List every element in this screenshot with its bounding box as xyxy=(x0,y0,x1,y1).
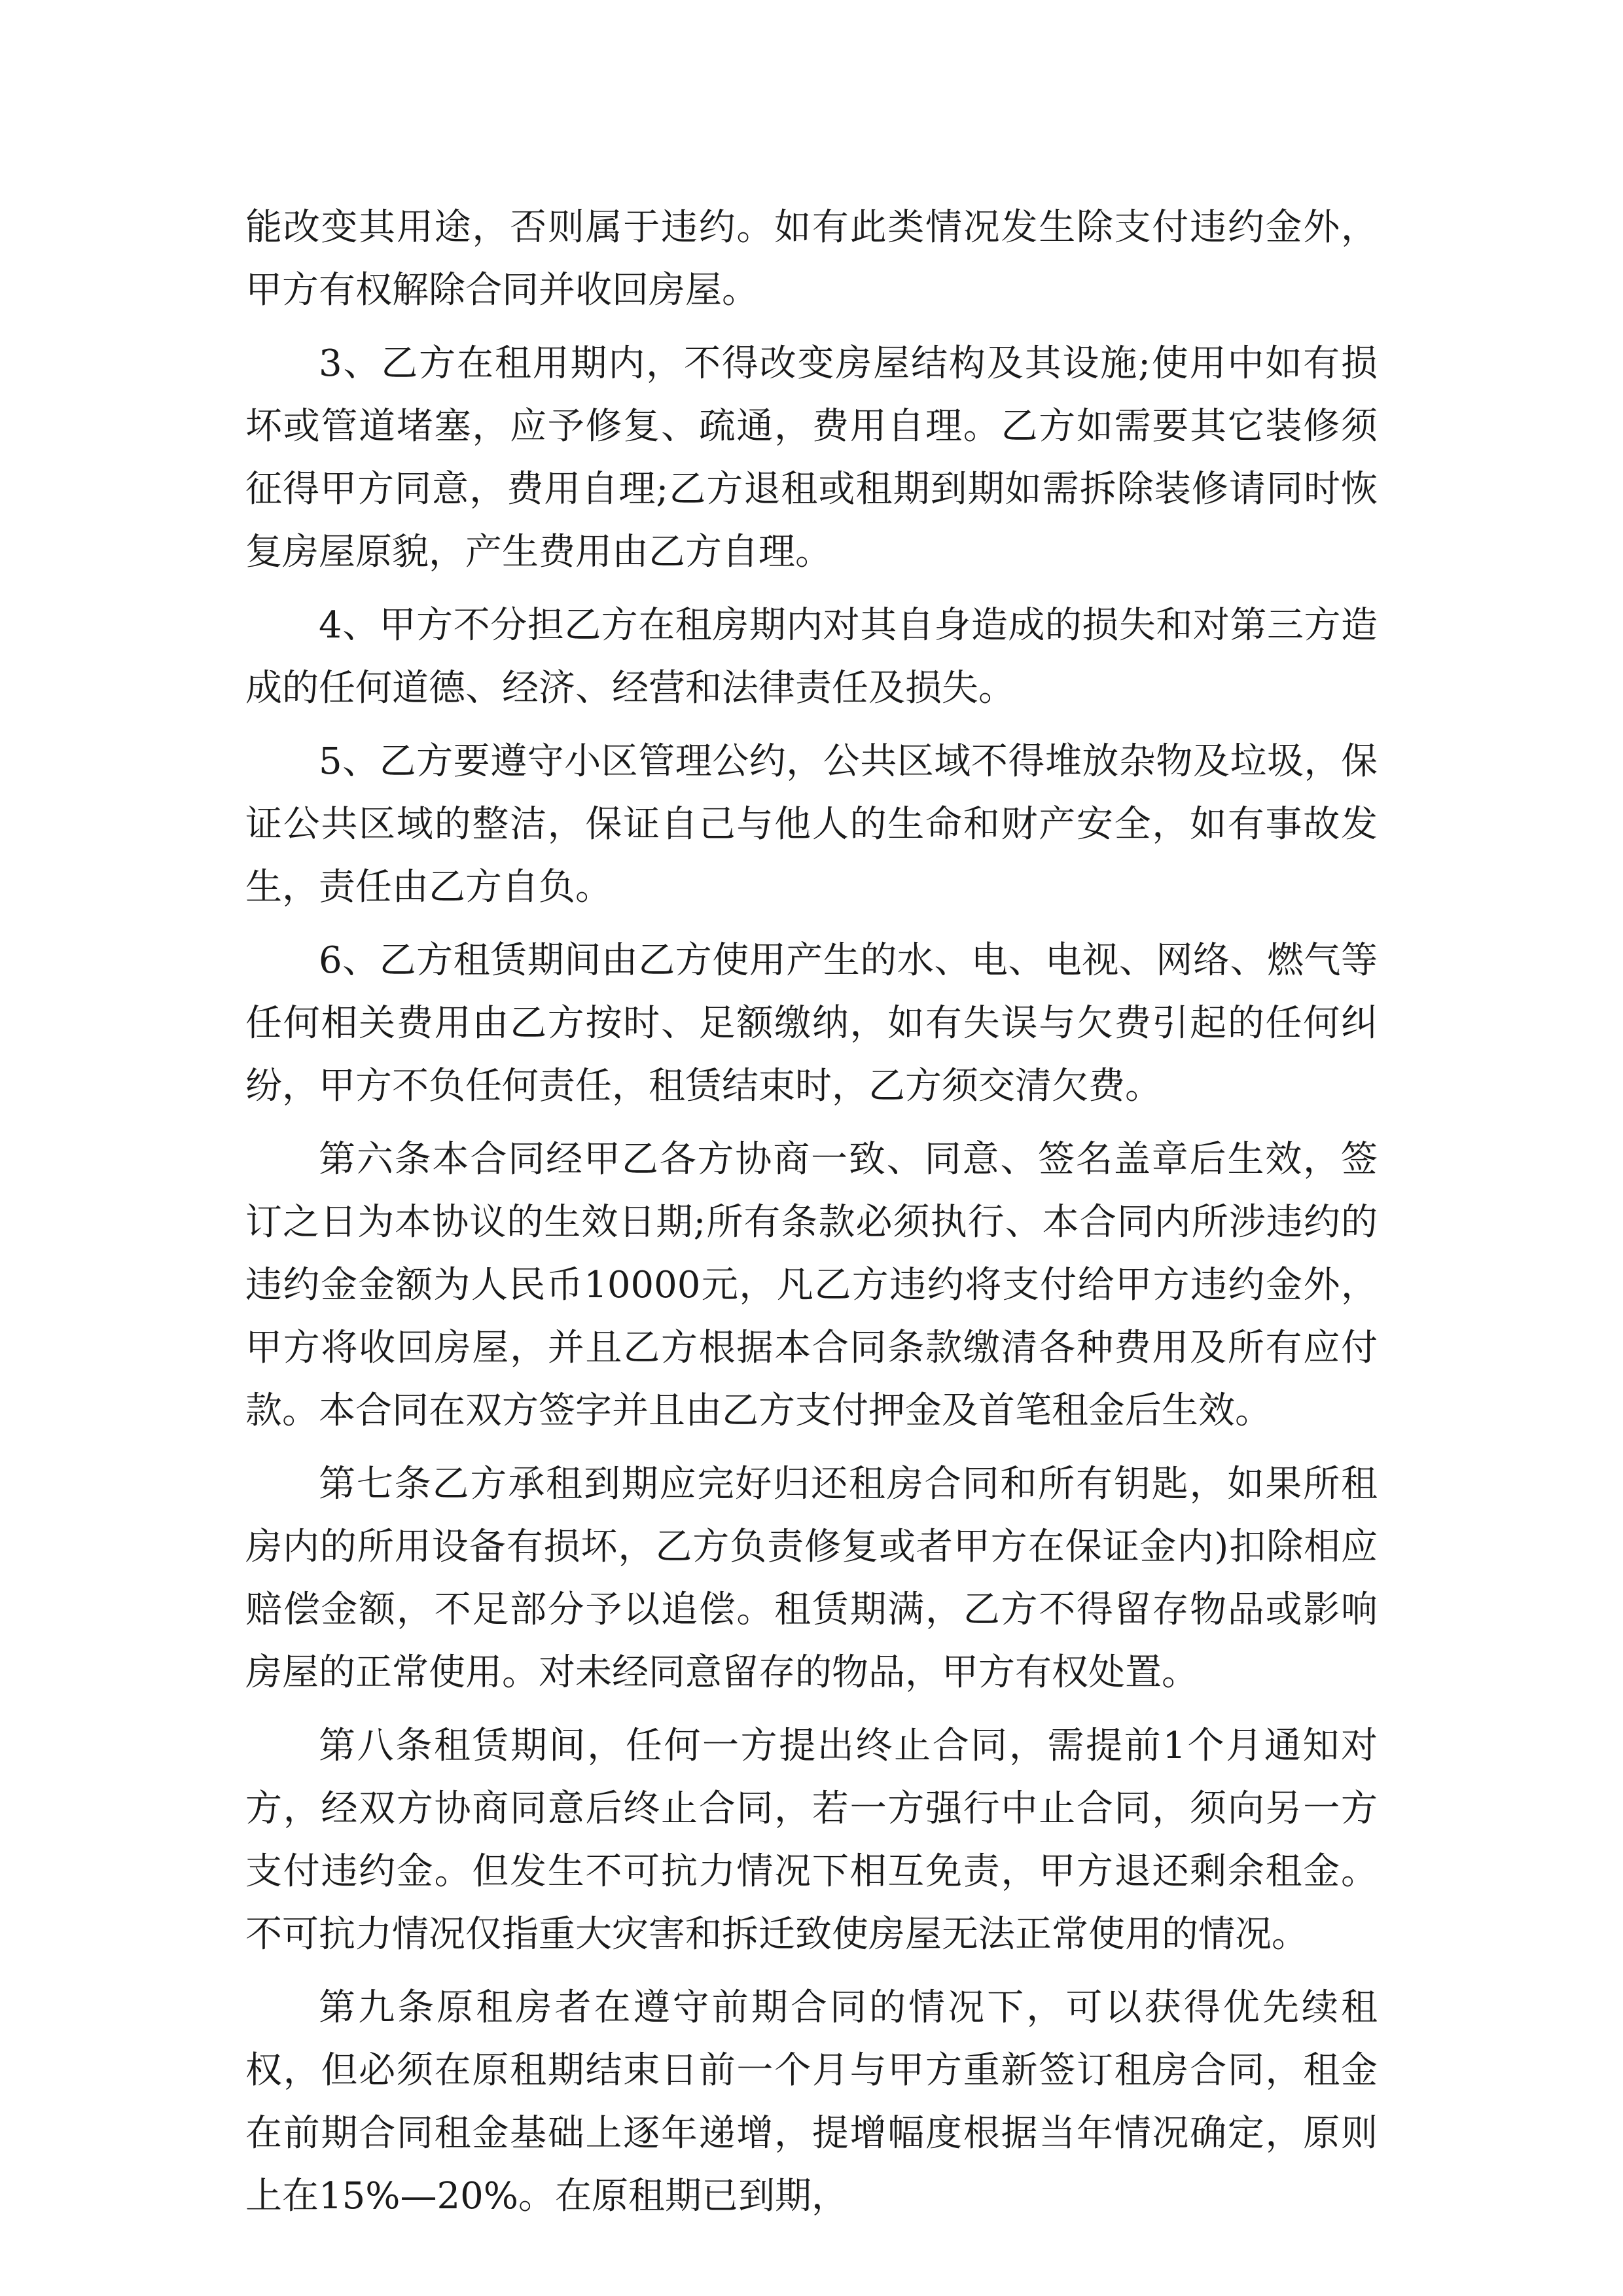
paragraph-continuation: 能改变其用途，否则属于违约。如有此类情况发生除支付违约金外，甲方有权解除合同并收回房屋。 xyxy=(245,206,1378,312)
paragraph-clause-5: 5、乙方要遵守小区管理公约，公共区域不得堆放杂物及垃圾，保证公共区域的整洁，保证自己与他人的生命和财产安全，如有事故发生，责任由乙方自负。 xyxy=(245,740,1378,908)
paragraph-clause-3: 3、乙方在租用期内，不得改变房屋结构及其设施;使用中如有损坏或管道堵塞，应予修复、疏通，费用自理。乙方如需要其它装修须征得甲方同意，费用自理;乙方退租或租期到期如需拆除装修请同时恢复房屋原貌，产生费用由乙方自理。 xyxy=(245,342,1378,573)
paragraph-article-7: 第七条乙方承租到期应完好归还租房合同和所有钥匙，如果所租房内的所用设备有损坏，乙方负责修复或者甲方在保证金内)扣除相应赔偿金额，不足部分予以追偿。租赁期满，乙方不得留存物品或影响房屋的正常使用。对未经同意留存的物品，甲方有权处置。 xyxy=(245,1463,1378,1694)
paragraph-clause-4: 4、甲方不分担乙方在租房期内对其自身造成的损失和对第三方造成的任何道德、经济、经营和法律责任及损失。 xyxy=(245,604,1378,709)
paragraph-article-9: 第九条原租房者在遵守前期合同的情况下，可以获得优先续租权，但必须在原租期结束日前一个月与甲方重新签订租房合同，租金在前期合同租金基础上逐年递增，提增幅度根据当年情况确定，原则上在15%—20%。在原租期已到期， xyxy=(245,1986,1378,2217)
paragraph-article-6: 第六条本合同经甲乙各方协商一致、同意、签名盖章后生效，签订之日为本协议的生效日期;所有条款必须执行、本合同内所涉违约的违约金金额为人民币10000元，凡乙方违约将支付给甲方违约金外，甲方将收回房屋，并且乙方根据本合同条款缴清各种费用及所有应付款。本合同在双方签字并且由乙方支付押金及首笔租金后生效。 xyxy=(245,1138,1378,1432)
paragraph-article-8: 第八条租赁期间，任何一方提出终止合同，需提前1个月通知对方，经双方协商同意后终止合同，若一方强行中止合同，须向另一方支付违约金。但发生不可抗力情况下相互免责，甲方退还剩余租金。不可抗力情况仅指重大灾害和拆迁致使房屋无法正常使用的情况。 xyxy=(245,1725,1378,1956)
document-body xyxy=(245,196,1378,2238)
paragraph-clause-6: 6、乙方租赁期间由乙方使用产生的水、电、电视、网络、燃气等任何相关费用由乙方按时、足额缴纳，如有失误与欠费引起的任何纠纷，甲方不负任何责任，租赁结束时，乙方须交清欠费。 xyxy=(245,939,1378,1107)
